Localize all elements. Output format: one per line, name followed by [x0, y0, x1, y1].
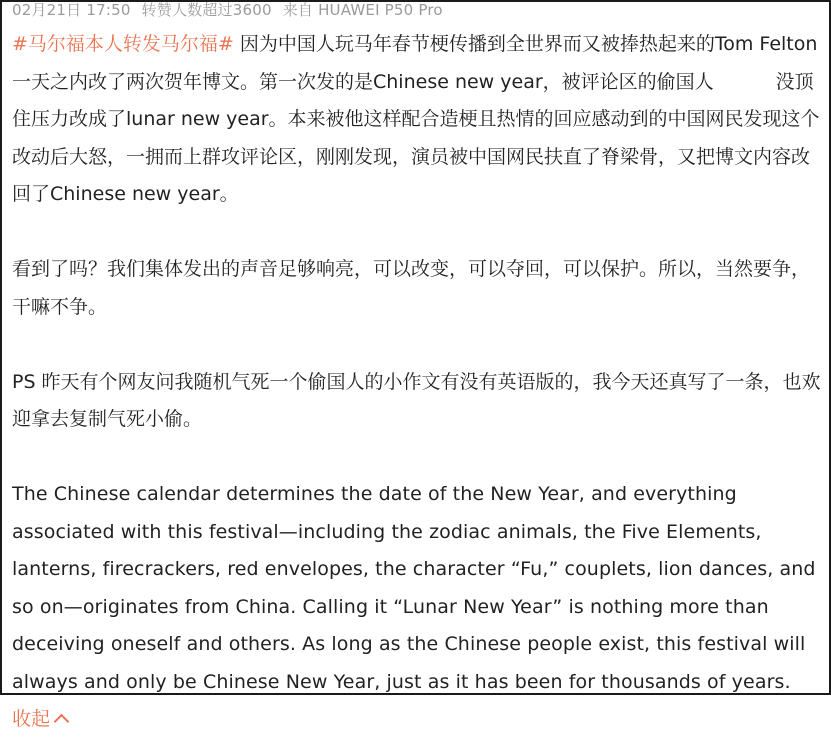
paragraph-1-text-b: 没顶住压力改成了lunar new year。本来被他这样配合造梗且热情的回应感动到的中国网民发现这个改动后大怒，一拥而上群攻评论区，刚刚发现，演员被中国网民扶直了脊梁骨，又把博文内容改回了Chinese new year。: [12, 70, 820, 205]
post-body: [12, 26, 824, 739]
paragraph-2: 看到了吗？我们集体发出的声音足够响亮，可以改变，可以夺回，可以保护。所以，当然要争，干嘛不争。: [12, 258, 811, 318]
paragraph-1: [12, 26, 824, 214]
collapse-button[interactable]: [12, 708, 67, 730]
paragraph-4: [12, 476, 824, 739]
chevron-up-icon: [54, 714, 70, 730]
paragraph-3: PS 昨天有个网友问我随机气死一个偷国人的小作文有没有英语版的，我今天还真写了一条，也欢迎拿去复制气死小偷。: [12, 370, 821, 430]
post-date: 02月21日 17:50: [12, 1, 131, 19]
post-source[interactable]: 来自 HUAWEI P50 Pro: [282, 1, 443, 19]
collapse-label: 收起: [12, 708, 51, 730]
repost-count: 转赞人数超过3600: [141, 1, 272, 19]
hashtag-link[interactable]: #马尔福本人转发马尔福#: [12, 33, 234, 55]
paragraph-1-text-a: 因为中国人玩马年春节梗传播到全世界而又被捧热起来的Tom Felton一天之内改了两次贺年博文。第一次发的是Chinese new year，被评论区的偷国人: [12, 33, 818, 93]
post-meta: [12, 0, 443, 20]
paragraph-4-text: The Chinese calendar determines the date of the New Year, and everything associated with this festival—including the zodiac animals, the Five Elements, lanterns, firecrackers, red envelopes, the character “Fu,” couplets, lion dances, and so on—originates from China. Calling it “Lunar New Year” is nothing more than deceiving oneself and others. As long as the Chinese people exist, this festival will always and only be Chinese New Year, just as it has been for thousands of years.: [12, 483, 816, 693]
